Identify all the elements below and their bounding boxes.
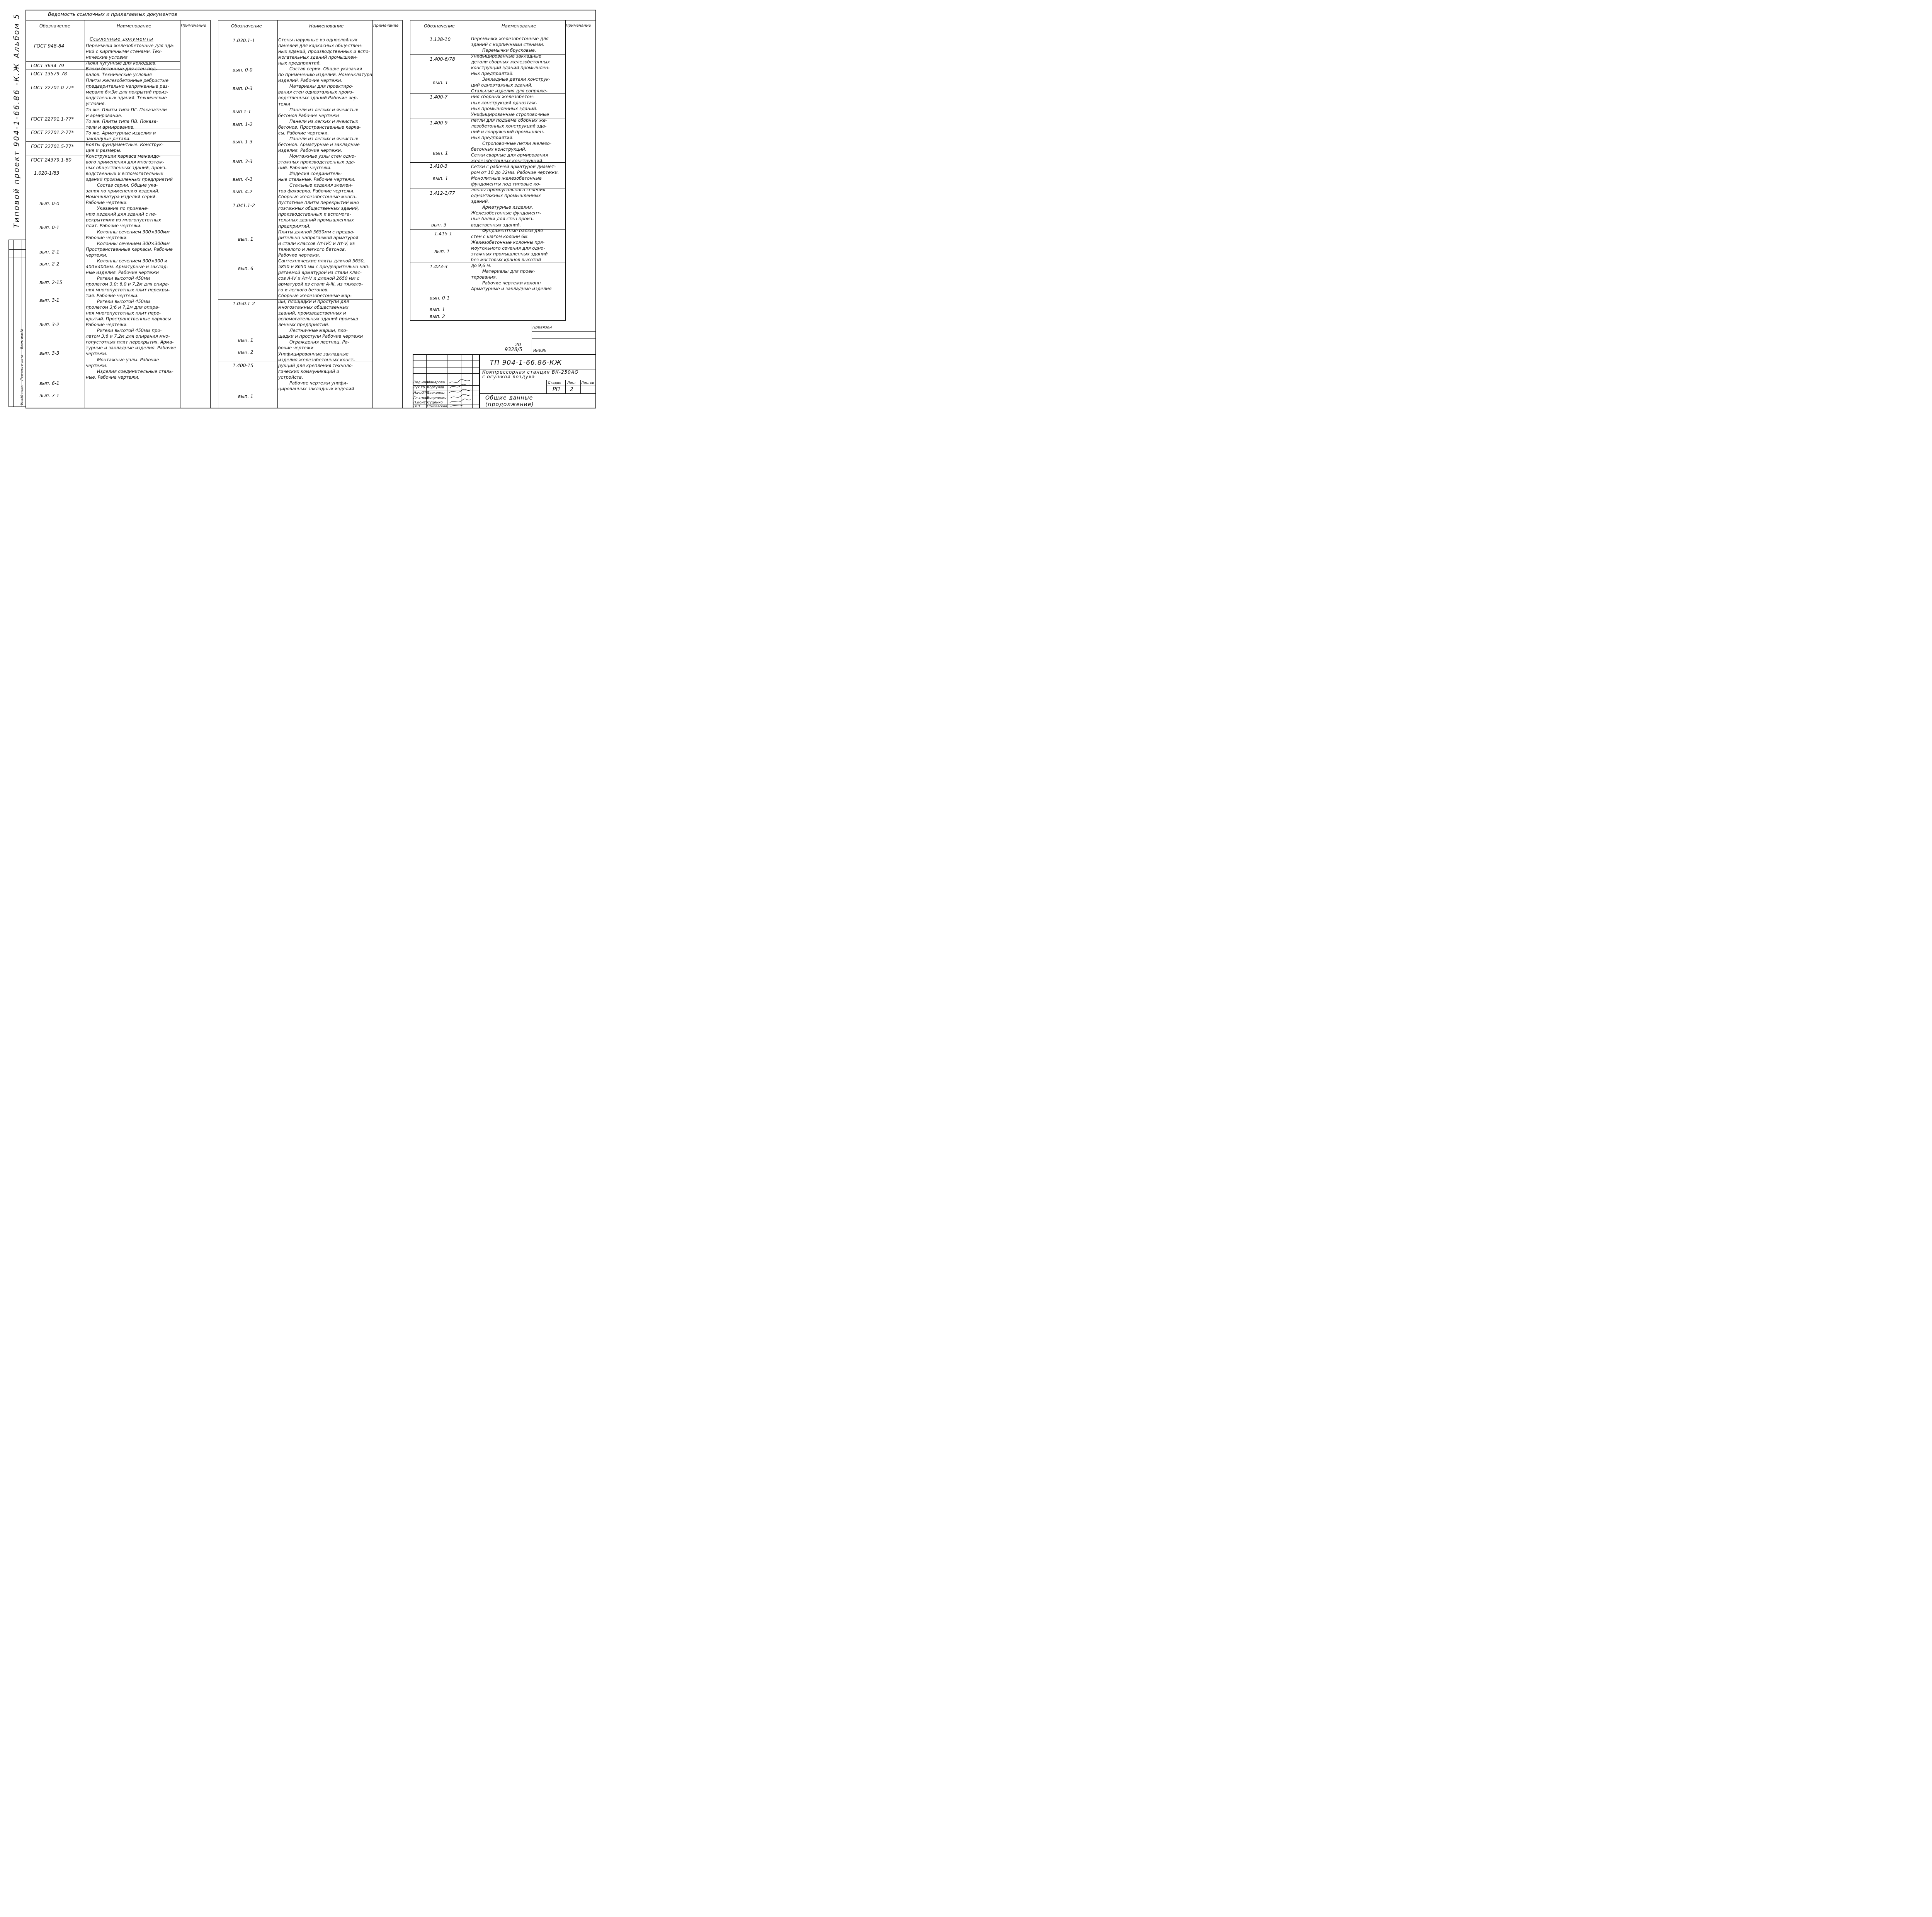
ref-designation: вып. 1 xyxy=(434,249,450,254)
sheet-top-number: 20 xyxy=(515,342,521,347)
stage-label: Стадия xyxy=(548,381,561,385)
role: Нач.ОТП xyxy=(413,391,429,395)
ref-designation: вып. 2-2 xyxy=(39,261,60,267)
ref-designation: 1.050.1-2 xyxy=(233,301,255,306)
stamp-label-inv: Инв.№ подл. xyxy=(20,384,24,405)
ref-designation: вып. 1 xyxy=(238,236,253,242)
stamp-label-vzam: Взам. инв.№ xyxy=(20,329,24,349)
ref-designation: вып. 1 xyxy=(238,394,253,399)
sheet-code: 9328/5 xyxy=(505,347,522,353)
drawing-code: ТП 904-1-66.86-КЖ xyxy=(490,359,562,367)
ref-designation: 1.400-9 xyxy=(430,120,448,126)
role: Вед.инж. xyxy=(413,381,430,384)
ref-designation: вып. 4-1 xyxy=(233,177,253,182)
privyazan-label: Привязан xyxy=(532,325,552,330)
ref-designation: вып. 6-1 xyxy=(39,381,60,386)
stamp-label-sign: Подпись и дата xyxy=(20,355,24,381)
ref-designation: 1.020-1/83 xyxy=(34,170,60,176)
ref-designation: вып. 0-1 xyxy=(430,295,450,301)
ref-designation: вып. 1 xyxy=(433,80,448,85)
col-designation-1: Обозначение xyxy=(39,23,70,29)
ref-designation: вып. 2-15 xyxy=(39,280,63,285)
table2-names: Стены наружные из однослойных панелей для каркасных обществен- ных зданий, производственных и вспо- могательных зданий промышлен- ных предприятий. Состав серии. Общие указания по применению изделий. Номенклатура изделий. Рабочие чертежи. Материалы для проектиро- вания стен одноэтажных произ- водственных зданий Рабочие чер- тежи Панели из легких и ячеистых бетонов Рабочие чертежи Панели из легких и ячеистых бетонов. Пространственные карка- сы. Рабочие чертежи. Панели из легких и ячеистых бетонов. Арматурные и закладные изделия. Рабочие чертежи. Монтажные узлы стен одно- этажных производственных зда- ний. Рабочие чертежи. Изделия соединитель- ные стальные. Рабочие чертежи. Стальные изделия элемен- тов фахверка. Рабочие чертежи. Сборные железобетонные много- пустотные плиты перекрытий мно гоэтажных общественных зданий, производственных и вспомога- тельных зданий промышленных предприятий. Плиты длиной 5650мм с предва- рительно напрягаемой арматурой и стали классов Ат-IVC и Ат-V, из тяжелого и легкого бетонов. Рабочие чертежи. Сантехнические плиты длиной 5650, 5850 и 8650 мм с предварительно нап- рягаемой арматурой из стали клас- сов А-IV и Ат-V и длиной 2650 мм с арматурой из стали А-III, из тяжело- го и легкого бетонов. Сборные железобетонные мар- ши, площадки и проступи для многоэтажных общественных зданий, производственных и вспомогательных зданий промыш ленных предприятий. Лестничные марши, пло- щадки и проступи Рабочие чертежи Ограждения лестниц. Ра- бочие чертежи Унифицированные закладные изделия железобетонных конст- рукций для крепления техноло- гических коммуникаций и устройств. Рабочие чертежи унифи- цированных закладных изделий xyxy=(278,37,372,391)
person: Стешевский xyxy=(427,405,447,408)
ref-designation: вып 1-1 xyxy=(233,109,251,114)
ref-designation: ГОСТ 22701.2-77* xyxy=(31,130,74,135)
table1-names: Перемычки железобетонные для зда- ний с кирпичными стенами. Тех- нические условия Люки чугунные для колодцев. Блоки бетонные для стен под- валов. Технические условия Плиты железобетонные ребристые предварительно напряженные раз- мерами 6×3м для покрытий произ- водственных зданий. Технические условия. То же. Плиты типа ПГ. Показатели и армирование. То же. Плиты типа ПВ. Показа- тели и армирование. То же. Арматурные изделия и закладные детали. Болты фундаментные. Конструк- ция и размеры. Конструкции каркаса межвидо- вого применения для многоэтаж- ных общественных зданий, произ- водственных и вспомогательных зданий промышленных предприятий Состав серии. Общие ука- зания по применению изделий. Номенклатура изделий серий. Рабочие чертежи. Указания по примене- нию изделий для зданий с пе- рекрытиями из многопустотных плит. Рабочие чертежи. Колонны сечением 300×300мм Рабочие чертежи. Колонны сечением 300×300мм Пространственные каркасы. Рабочие чертежи. Колонны сечением 300×300 и 400×400мм. Арматурные и заклад- ные изделия. Рабочие чертежи Ригели высотой 450мм пролетом 3,0; 6,0 и 7,2м для опира- ния многопустотных плит перекры- тия. Рабочие чертежи. Ригели высотой 450мм пролетом 3;6 и 7,2м для опира- ния многопустотных плит пере- крытий. Пространственные каркасы Рабочие чертежи. Ригели высотой 450мм про- летом 3;6 и 7,2м для опирания мно- гопустотных плит перекрытия. Арма- турные и закладные изделия. Рабочие чертежи. Монтажные узлы. Рабочие чертежи. Изделия соединительные сталь- ные. Рабочие чертежи. xyxy=(86,43,176,380)
ref-designation: вып. 2-1 xyxy=(39,249,60,255)
ref-designation: вып. 1 xyxy=(433,176,448,181)
ref-designation: вып. 1-2 xyxy=(233,122,253,127)
table3-names: Перемычки железобетонные для зданий с кирпичными стенами. Перемычки брусковые. Унифицированные закладные детали сборных железобетонных конструкций зданий промышлен- ных предприятий. Закладные детали конструк- ций одноэтажных зданий. Стальные изделия для сопряже- ния сборных железобетон- ных конструкций одноэтаж- ных промышленных зданий. Унифицированные строповочные петли для подъема сборных же- лезобетонных конструкций зда- ний и сооружений промышлен- ных предприятий. Строповочные петли железо- бетонных конструкций. Сетки сварные для армирования железобетонных конструкций. Сетки с рабочей арматурой диамет- ром от 10 до 32мм. Рабочие чертежи. Монолитные железобетонные фундаменты под типовые ко- лонны прямоугольного сечения одноэтажных промышленных зданий. Арматурные изделия. Железобетонные фундамент- ные балки для стен произ- водственных зданий. Фундаментные балки для стен с шагом колонн 6м. Железобетонные колонны пря- моугольного сечения для одно- этажных промышленных зданий без мостовых кранов высотой до 9,6 м. Материалы для проек- тирования. Рабочие чертежи колонн Арматурные и закладные изделия xyxy=(471,36,559,292)
ref-designation: ГОСТ 22701.0-77* xyxy=(31,85,74,90)
object-title: Компрессорная станция ВК-250АО с осушкой воздуха xyxy=(482,369,579,379)
role: Н.контр. xyxy=(413,401,429,405)
col-name-1: Наименование xyxy=(117,23,151,29)
page-title: Ведомость ссылочных и прилагаемых документов xyxy=(48,11,177,17)
ref-designation: вып. 3-2 xyxy=(39,322,60,327)
album-label: Альбом 5 xyxy=(12,13,21,58)
ref-designation: вып. 0-0 xyxy=(39,201,60,206)
ref-designation: вып. 3-3 xyxy=(233,159,253,164)
ref-designation: вып. 3-1 xyxy=(39,298,60,303)
ref-designation: 1.400-15 xyxy=(233,363,253,368)
ref-designation: вып. 3-3 xyxy=(39,350,60,356)
ref-designation: 1.400-6/78 xyxy=(430,56,455,62)
col-note-2: Примечание xyxy=(373,24,399,28)
ref-designation: вып. 1-3 xyxy=(233,139,253,145)
ref-designation: ГОСТ 22701.5-77* xyxy=(31,144,74,149)
person: Боярченко xyxy=(427,396,447,400)
signatures xyxy=(447,379,472,408)
ref-designation: 1.030.1-1 xyxy=(233,38,255,43)
ref-designation: вып. 2 xyxy=(238,349,253,355)
ref-designation: вып. 1 xyxy=(433,150,448,156)
ref-designation: вып. 7-1 xyxy=(39,393,60,398)
section-title: Ссылочные документы xyxy=(90,36,153,42)
ref-designation: 1.138-10 xyxy=(430,37,451,42)
col-designation-2: Обозначение xyxy=(231,23,262,29)
role: Гл.спец. xyxy=(413,396,429,400)
col-note-1: Примечание xyxy=(181,24,206,28)
ref-designation: 1.400-7 xyxy=(430,94,448,100)
subject-title: Общие данные (продолжение) xyxy=(485,395,534,408)
col-name-3: Наименование xyxy=(502,23,536,29)
ref-designation: вып. 3 xyxy=(431,222,447,228)
inv-label: Инв.№ xyxy=(533,349,546,353)
sheet-label: Лист xyxy=(567,381,576,385)
sheet-value: 2 xyxy=(570,386,573,393)
ref-designation: вып. 1 xyxy=(430,307,445,312)
project-label: Типовой проект 904-1-66.86 -К.Ж xyxy=(12,63,21,228)
col-designation-3: Обозначение xyxy=(424,23,455,29)
ref-designation: ГОСТ 3634-79 xyxy=(31,63,64,68)
ref-designation: вып. 6 xyxy=(238,266,253,271)
ref-designation: ГОСТ 948-84 xyxy=(34,43,65,49)
sheets-label: Листов xyxy=(581,381,594,385)
ref-designation: вып. 1 xyxy=(238,337,253,343)
ref-designation: вып. 0-0 xyxy=(233,67,253,73)
ref-designation: 1.415-1 xyxy=(434,231,452,236)
person: Макарова xyxy=(427,381,445,384)
ref-designation: 1.423-3 xyxy=(430,264,448,269)
ref-designation: вып. 4.2 xyxy=(233,189,253,194)
ref-designation: 1.410-3 xyxy=(430,163,448,169)
col-name-2: Наименование xyxy=(309,23,344,29)
col-note-3: Примечание xyxy=(566,24,591,28)
person: Коргунов xyxy=(427,386,444,390)
ref-designation: 1.412-1/77 xyxy=(430,191,455,196)
stage-value: РП xyxy=(553,386,560,393)
role: Рук.гр. xyxy=(413,386,426,390)
ref-designation: ГОСТ 24379.1-80 xyxy=(31,157,71,163)
ref-designation: ГОСТ 22701.1-77* xyxy=(31,116,74,122)
ref-designation: вып. 2 xyxy=(430,314,445,319)
ref-designation: вып. 0-3 xyxy=(233,86,253,91)
person: Саакоянц xyxy=(427,391,445,395)
ref-designation: 1.041.1-2 xyxy=(233,203,255,208)
ref-designation: ГОСТ 13579-78 xyxy=(31,71,67,77)
ref-designation: вып. 0-1 xyxy=(39,225,60,230)
person: Луценко xyxy=(427,401,443,405)
role: ГИП xyxy=(413,405,420,408)
